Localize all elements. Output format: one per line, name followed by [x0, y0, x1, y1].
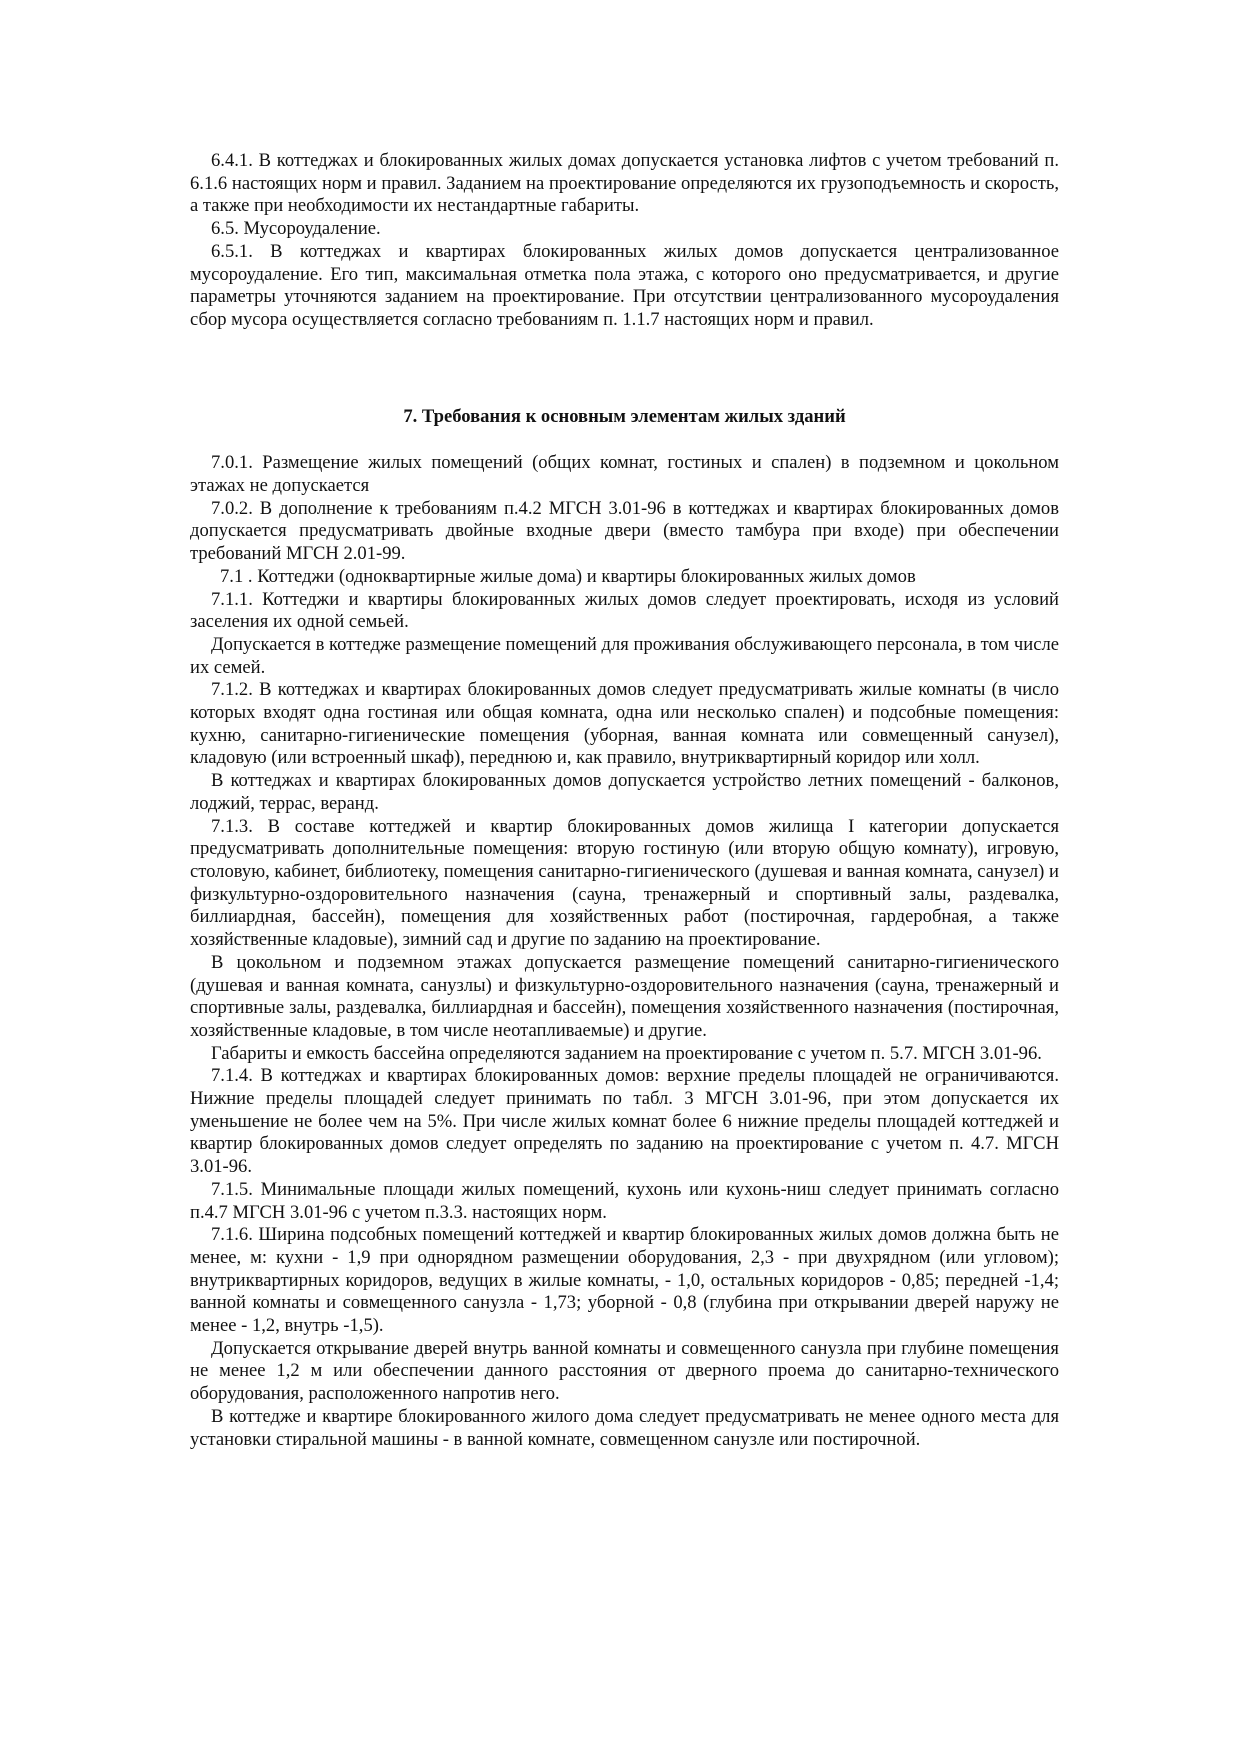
- paragraph-7-1-2-summer: В коттеджах и квартирах блокированных домов допускается устройство летних помещений - балконов, лоджий, террас, веранд.: [190, 770, 1059, 814]
- section-7-block: [190, 452, 1059, 1451]
- paragraph-7-1-title: 7.1 . Коттеджи (одноквартирные жилые дома) и квартиры блокированных жилых домов: [220, 565, 916, 587]
- paragraph-7-1-3-pool: Габариты и емкость бассейна определяются заданием на проектирование с учетом п. 5.7. МГСН 3.01-96.: [211, 1042, 1042, 1064]
- paragraph-6-5: 6.5. Мусороудаление.: [211, 218, 381, 240]
- paragraph-7-0-2: 7.0.2. В дополнение к требованиям п.4.2 МГСН 3.01-96 в коттеджах и квартирах блокированных домов допускается предусматривать двойные входные двери (вместо тамбура при входе) при обеспечении требований МГСН 2.01-99.: [190, 497, 1059, 565]
- paragraph-7-1-4: 7.1.4. В коттеджах и квартирах блокированных домов: верхние пределы площадей не ограничиваются. Нижние пределы площадей следует принимать по табл. 3 МГСН 3.01-96, при этом допускается их уменьшение не более чем на 5%. При числе жилых комнат более 6 нижние пределы площадей коттеджей и квартир блокированных домов следует определять по заданию на проектирование с учетом п. 4.7. МГСН 3.01-96.: [190, 1065, 1059, 1178]
- paragraph-7-1-6: 7.1.6. Ширина подсобных помещений коттеджей и квартир блокированных жилых домов должна быть не менее, м: кухни - 1,9 при однорядном размещении оборудования, 2,3 - при двухрядном (или угловом); внутриквартирных коридоров, ведущих в жилые комнаты, - 1,0, остальных коридоров - 0,85; передней -1,4; ванной комнаты и совмещенного санузла - 1,73; уборной - 0,8 (глубина при открывании дверей наружу не менее - 1,2, внутрь -1,5).: [190, 1224, 1059, 1337]
- paragraph-7-1-6-doors: Допускается открывание дверей внутрь ванной комнаты и совмещенного санузла при глубине помещения не менее 1,2 м или обеспечении данного расстояния от дверного проема до санитарно-технического оборудования, расположенного напротив него.: [190, 1337, 1059, 1405]
- section-6-block: [190, 150, 1059, 332]
- paragraph-7-1-1: 7.1.1. Коттеджи и квартиры блокированных жилых домов следует проектировать, исходя из условий заселения их одной семьей.: [190, 588, 1059, 633]
- paragraph-7-1-1-staff: Допускается в коттедже размещение помещений для проживания обслуживающего персонала, в том числе их семей.: [190, 633, 1059, 678]
- paragraph-6-5-1: 6.5.1. В коттеджах и квартирах блокированных жилых домов допускается централизованное мусороудаление. Его тип, максимальная отметка пола этажа, с которого оно предусматривается, и другие параметры уточняются заданием на проектирование. При отсутствии централизованного мусороудаления сбор мусора осуществляется согласно требованиям п. 1.1.7 настоящих норм и правил.: [190, 240, 1059, 330]
- paragraph-6-4-1: 6.4.1. В коттеджах и блокированных жилых домах допускается установка лифтов с учетом требований п. 6.1.6 настоящих норм и правил. Заданием на проектирование определяются их грузоподъемность и скорость, а также при необходимости их нестандартные габариты.: [190, 150, 1059, 217]
- paragraph-7-1-2: 7.1.2. В коттеджах и квартирах блокированных домов следует предусматривать жилые комнаты (в число которых входят одна гостиная или общая комната, одна или несколько спален) и подсобные помещения: кухню, санитарно-гигиенические помещения (уборная, ванная комната или совмещенный санузел), кладовую (или встроенный шкаф), переднюю и, как правило, внутриквартирный коридор или холл.: [190, 679, 1059, 769]
- section-7-heading: 7. Требования к основным элементам жилых зданий: [403, 405, 846, 427]
- spacer: [190, 332, 1059, 406]
- paragraph-7-1-3: 7.1.3. В составе коттеджей и квартир блокированных домов жилища I категории допускается предусматривать дополнительные помещения: вторую гостиную (или вторую общую комнату), игровую, столовую, кабинет, библиотеку, помещения санитарно-гигиенического (душевая и ванная комната, санузел) и физкультурно-оздоровительного назначения (сауна, тренажерный и спортивный залы, раздевалка, биллиардная, бассейн), помещения для хозяйственных работ (постирочная, гардеробная, а также хозяйственные кладовые), зимний сад и другие по заданию на проектирование.: [190, 815, 1059, 951]
- document-page: [190, 150, 1059, 1451]
- spacer: [190, 428, 1059, 452]
- paragraph-7-0-1: 7.0.1. Размещение жилых помещений (общих комнат, гостиных и спален) в подземном и цокольном этажах не допускается: [190, 452, 1059, 497]
- paragraph-7-1-6-washer: В коттедже и квартире блокированного жилого дома следует предусматривать не менее одного места для установки стиральной машины - в ванной комнате, совмещенном санузле или постирочной.: [190, 1405, 1059, 1450]
- paragraph-7-1-3-basement: В цокольном и подземном этажах допускается размещение помещений санитарно-гигиенического (душевая и ванная комната, санузлы) и физкультурно-оздоровительного назначения (сауна, тренажерный и спортивные залы, раздевалка, биллиардная и бассейн), помещения хозяйственного назначения (постирочная, хозяйственные кладовые, в том числе неотапливаемые) и другие.: [190, 951, 1059, 1041]
- paragraph-7-1-5: 7.1.5. Минимальные площади жилых помещений, кухонь или кухонь-ниш следует принимать согласно п.4.7 МГСН 3.01-96 с учетом п.3.3. настоящих норм.: [190, 1178, 1059, 1223]
